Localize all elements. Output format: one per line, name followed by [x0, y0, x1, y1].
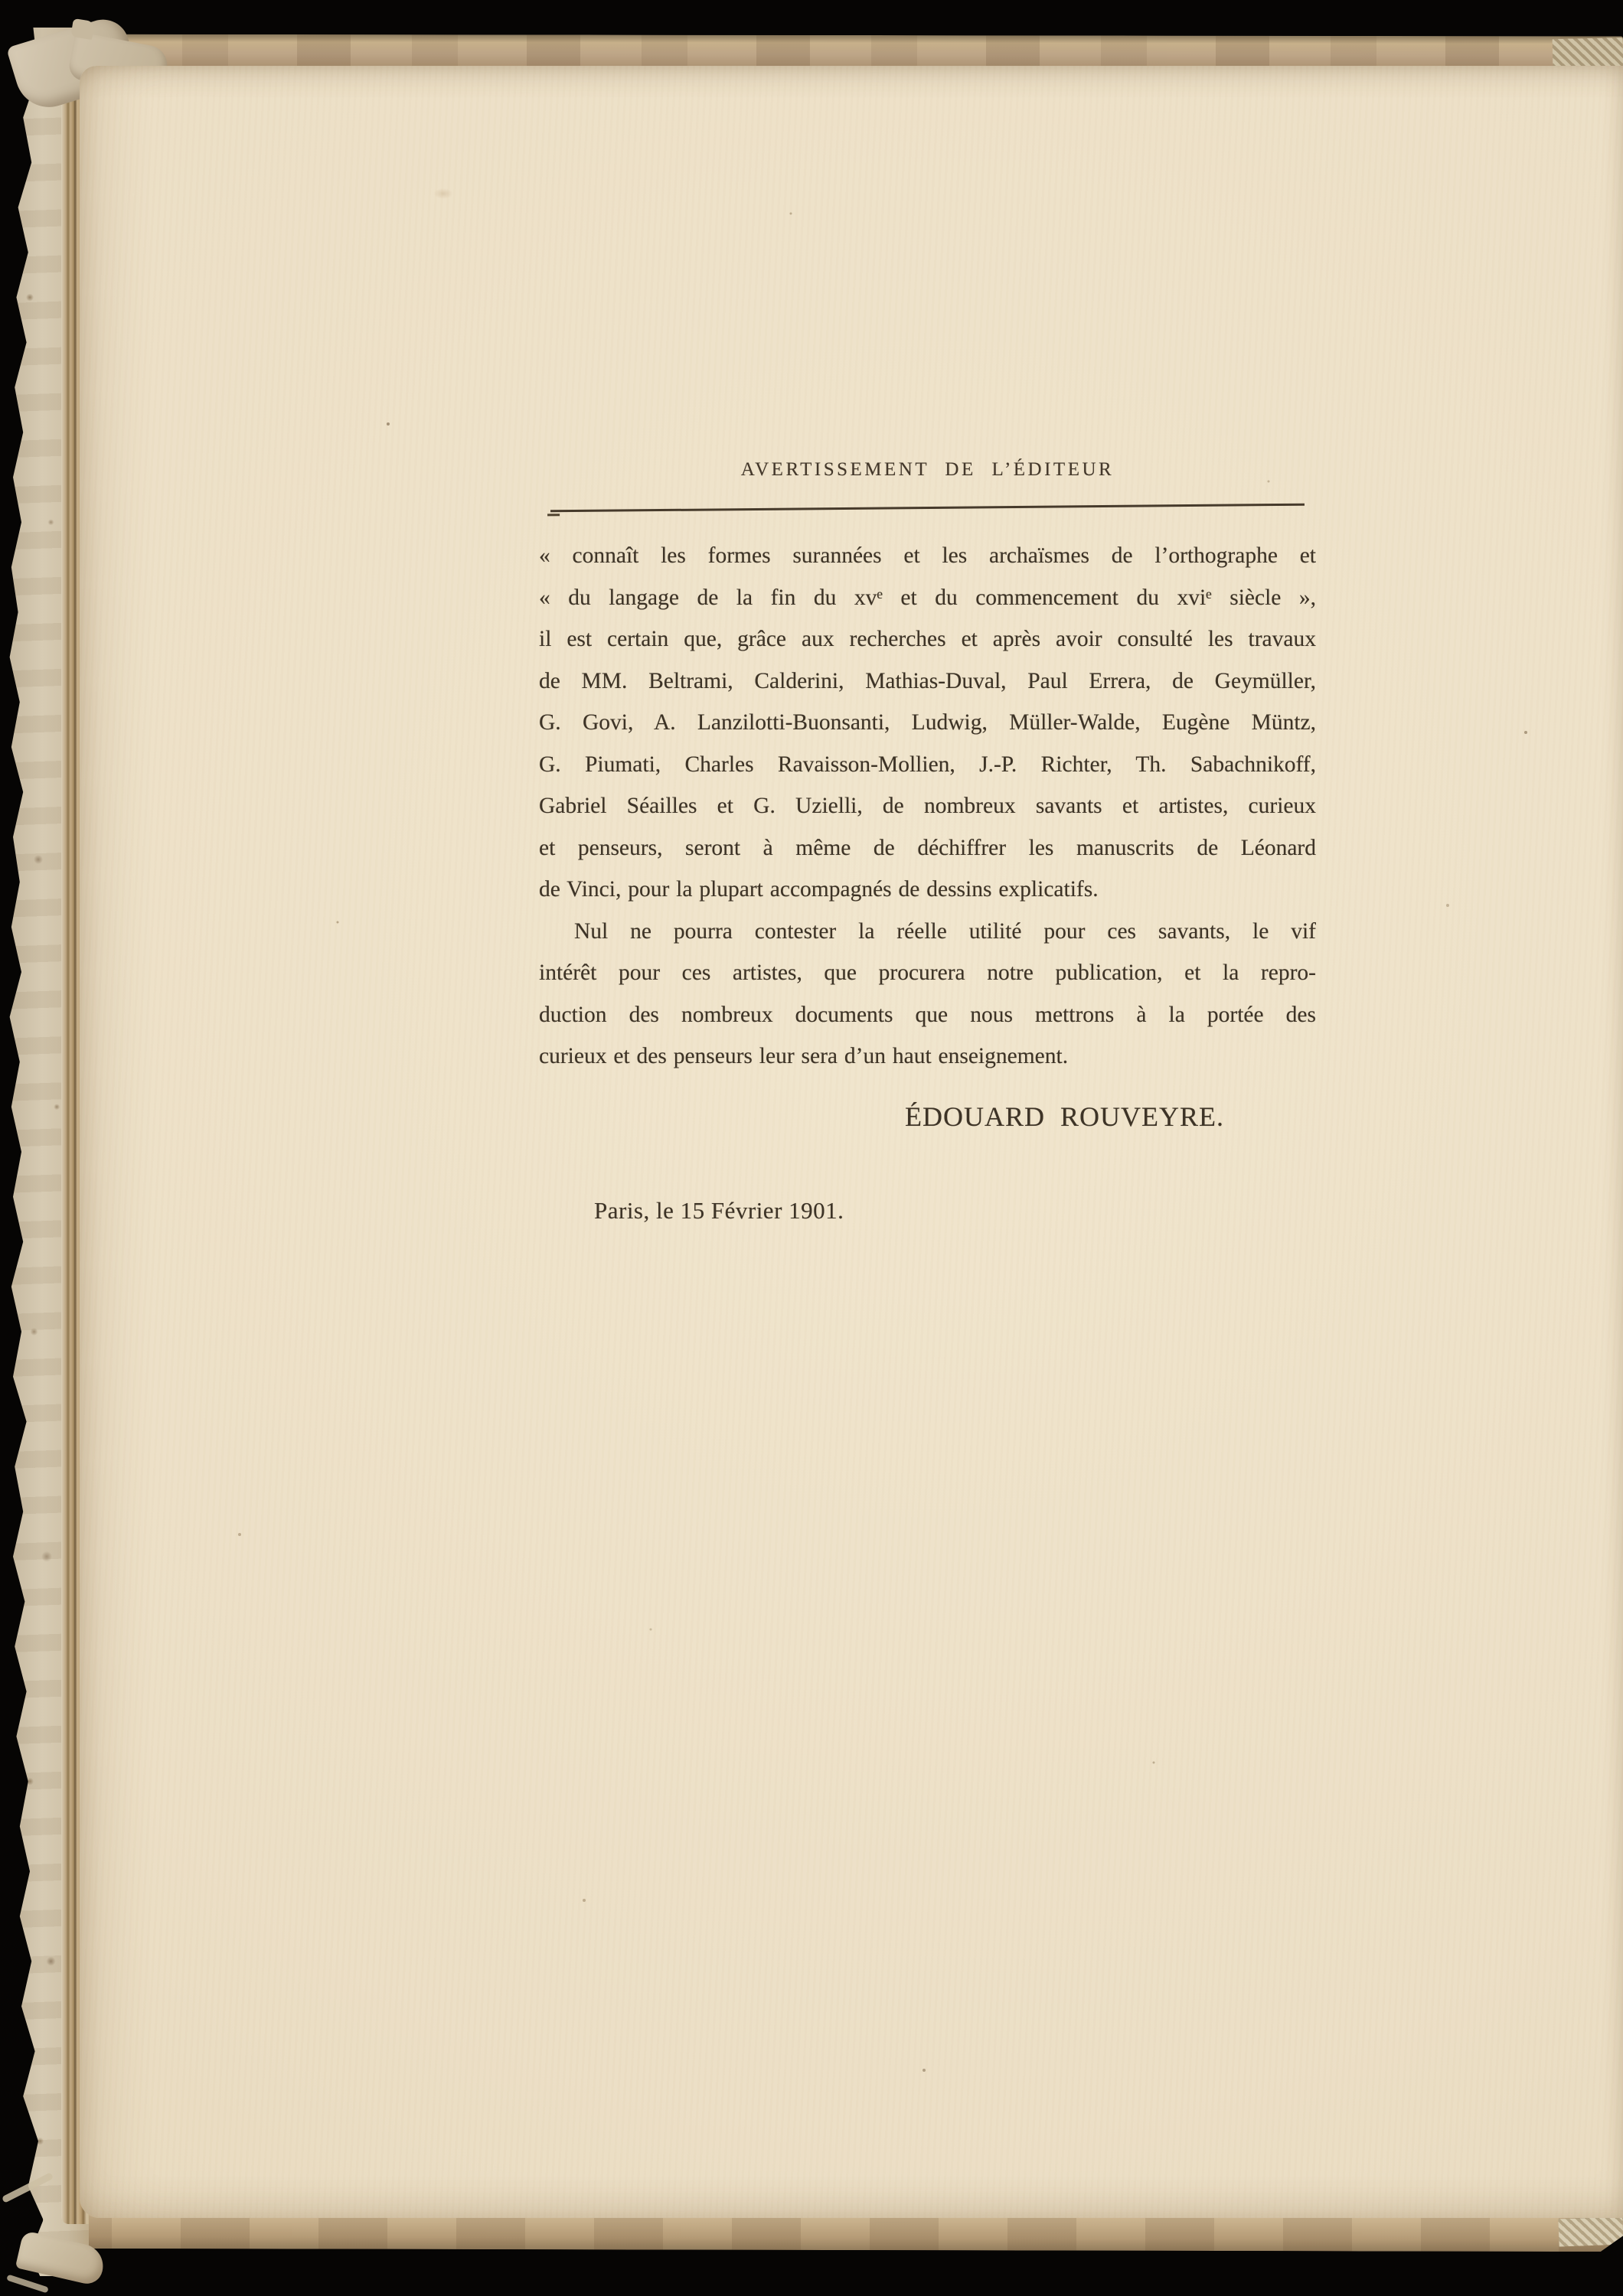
book-page [80, 66, 1623, 2218]
text-line: de MM. Beltrami, Calderini, Mathias-Duval, Paul Errera, de Geymüller, [539, 668, 1316, 693]
typeset-content [539, 66, 1316, 2218]
text-line: G. Piumati, Charles Ravaisson-Mollien, J.-P. Richter, Th. Sabachnikoff, [539, 752, 1316, 777]
divider-rule [550, 504, 1305, 513]
paper-wisp-bottom [6, 2275, 49, 2294]
foxing-stain [433, 188, 453, 199]
text-line: « du langage de la fin du xvᵉ et du commencement du xviᵉ siècle », [539, 585, 1316, 610]
text-line: « connaît les formes surannées et les archaïsmes de l’orthographe et [539, 543, 1316, 568]
dateline: Paris, le 15 Février 1901. [594, 1197, 844, 1224]
text-line: intérêt pour ces artistes, que procurera notre publication, et la repro- [539, 960, 1316, 985]
text-line: Gabriel Séailles et G. Uzielli, de nombreux savants et artistes, curieux [539, 794, 1316, 818]
text-line: et penseurs, seront à même de déchiffrer les manuscrits de Léonard [539, 835, 1316, 860]
body-text [539, 535, 1316, 1078]
signature: ÉDOUARD ROUVEYRE. [905, 1101, 1224, 1132]
page-header: AVERTISSEMENT DE L’ÉDITEUR [740, 459, 1115, 480]
text-line: duction des nombreux documents que nous mettrons à la portée des [539, 1002, 1316, 1027]
text-line: de Vinci, pour la plupart accompagnés de dessins explicatifs. [539, 877, 1099, 902]
scan-corner-shadow [1599, 2235, 1623, 2253]
text-line: il est certain que, grâce aux recherches et après avoir consulté les travaux [539, 627, 1316, 651]
foxing-specks [80, 66, 81, 67]
book-cover-bottom-edge [43, 2215, 1623, 2252]
vellum-flap-protrusion [70, 18, 94, 40]
text-line: curieux et des penseurs leur sera d’un haut enseignement. [539, 1044, 1069, 1068]
text-line: G. Govi, A. Lanzilotti-Buonsanti, Ludwig, Müller-Walde, Eugène Müntz, [539, 710, 1316, 735]
text-line: Nul ne pourra contester la réelle utilité pour ces savants, le vif [574, 918, 1316, 944]
